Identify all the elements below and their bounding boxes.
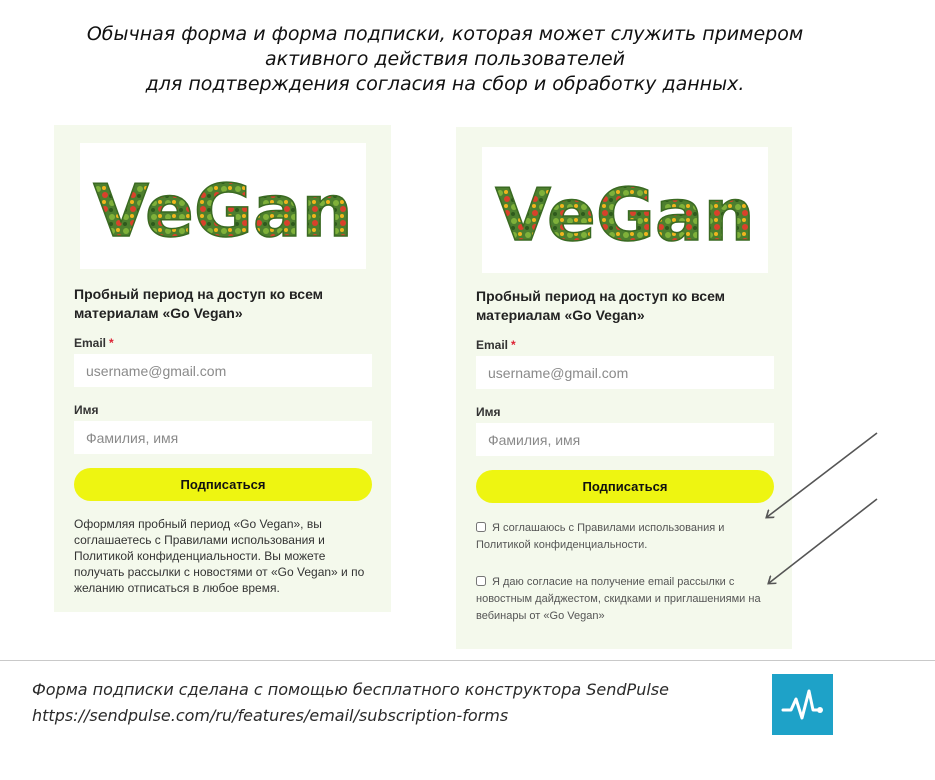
headline bbox=[0, 22, 890, 97]
subscribe-button[interactable]: Подписаться bbox=[74, 468, 372, 501]
subscribe-button[interactable]: Подписаться bbox=[476, 470, 774, 503]
consent-text: Оформляя пробный период «Go Vegan», вы соглашаетесь с Правилами использования и Политикой конфиденциальности. Вы можете получать рассылки с новостями от «Go Vegan» и по желанию отписаться в любое время. bbox=[74, 517, 365, 595]
name-label: Имя bbox=[476, 405, 501, 419]
name-input[interactable] bbox=[476, 423, 774, 456]
email-label bbox=[476, 338, 516, 352]
newsletter-consent-checkbox[interactable] bbox=[476, 576, 486, 586]
arrow-to-terms-checkbox bbox=[767, 433, 877, 517]
subscription-form-with-consent bbox=[456, 127, 792, 649]
logo-wordmark: VeGan bbox=[495, 173, 755, 257]
terms-consent-row[interactable] bbox=[476, 520, 776, 554]
email-input[interactable] bbox=[476, 356, 774, 389]
required-mark: * bbox=[511, 338, 516, 352]
headline-line-2: активного действия пользователей bbox=[264, 48, 626, 70]
sendpulse-logo bbox=[772, 674, 833, 735]
email-input[interactable] bbox=[74, 354, 372, 387]
required-mark: * bbox=[109, 336, 114, 350]
email-label bbox=[74, 336, 114, 350]
terms-consent-label: Я соглашаюсь с Правилами использования и Политикой конфиденциальности. bbox=[476, 522, 725, 551]
logo-wordmark: VeGan bbox=[93, 169, 353, 253]
vegan-logo-image bbox=[482, 147, 768, 273]
pointer-arrow-icon bbox=[755, 425, 885, 590]
newsletter-consent-label: Я даю согласие на получение email рассылки с новостным дайджестом, скидками и приглашениями на вебинары от «Go Vegan» bbox=[476, 576, 761, 622]
footer-caption: Форма подписки сделана с помощью бесплатного конструктора SendPulse bbox=[32, 680, 669, 699]
sendpulse-pulse-icon bbox=[772, 674, 833, 735]
name-input[interactable] bbox=[74, 421, 372, 454]
vegan-logo-image bbox=[80, 143, 366, 269]
divider bbox=[0, 660, 935, 661]
form-title: Пробный период на доступ ко всем материалам «Go Vegan» bbox=[74, 286, 324, 321]
footer-url[interactable]: https://sendpulse.com/ru/features/email/subscription-forms bbox=[32, 706, 509, 725]
terms-consent-checkbox[interactable] bbox=[476, 522, 486, 532]
name-label: Имя bbox=[74, 403, 99, 417]
email-label-text: Email bbox=[74, 336, 107, 350]
newsletter-consent-row[interactable] bbox=[476, 574, 776, 625]
email-label-text: Email bbox=[476, 338, 509, 352]
vegan-logo bbox=[80, 143, 366, 269]
form-title: Пробный период на доступ ко всем материалам «Go Vegan» bbox=[476, 288, 726, 323]
headline-line-1: Обычная форма и форма подписки, которая может служить примером bbox=[86, 23, 804, 45]
vegan-logo bbox=[482, 147, 768, 273]
headline-line-3: для подтверждения согласия на сбор и обработку данных. bbox=[145, 73, 745, 95]
standard-form bbox=[54, 125, 391, 612]
arrow-to-newsletter-checkbox bbox=[769, 499, 877, 583]
